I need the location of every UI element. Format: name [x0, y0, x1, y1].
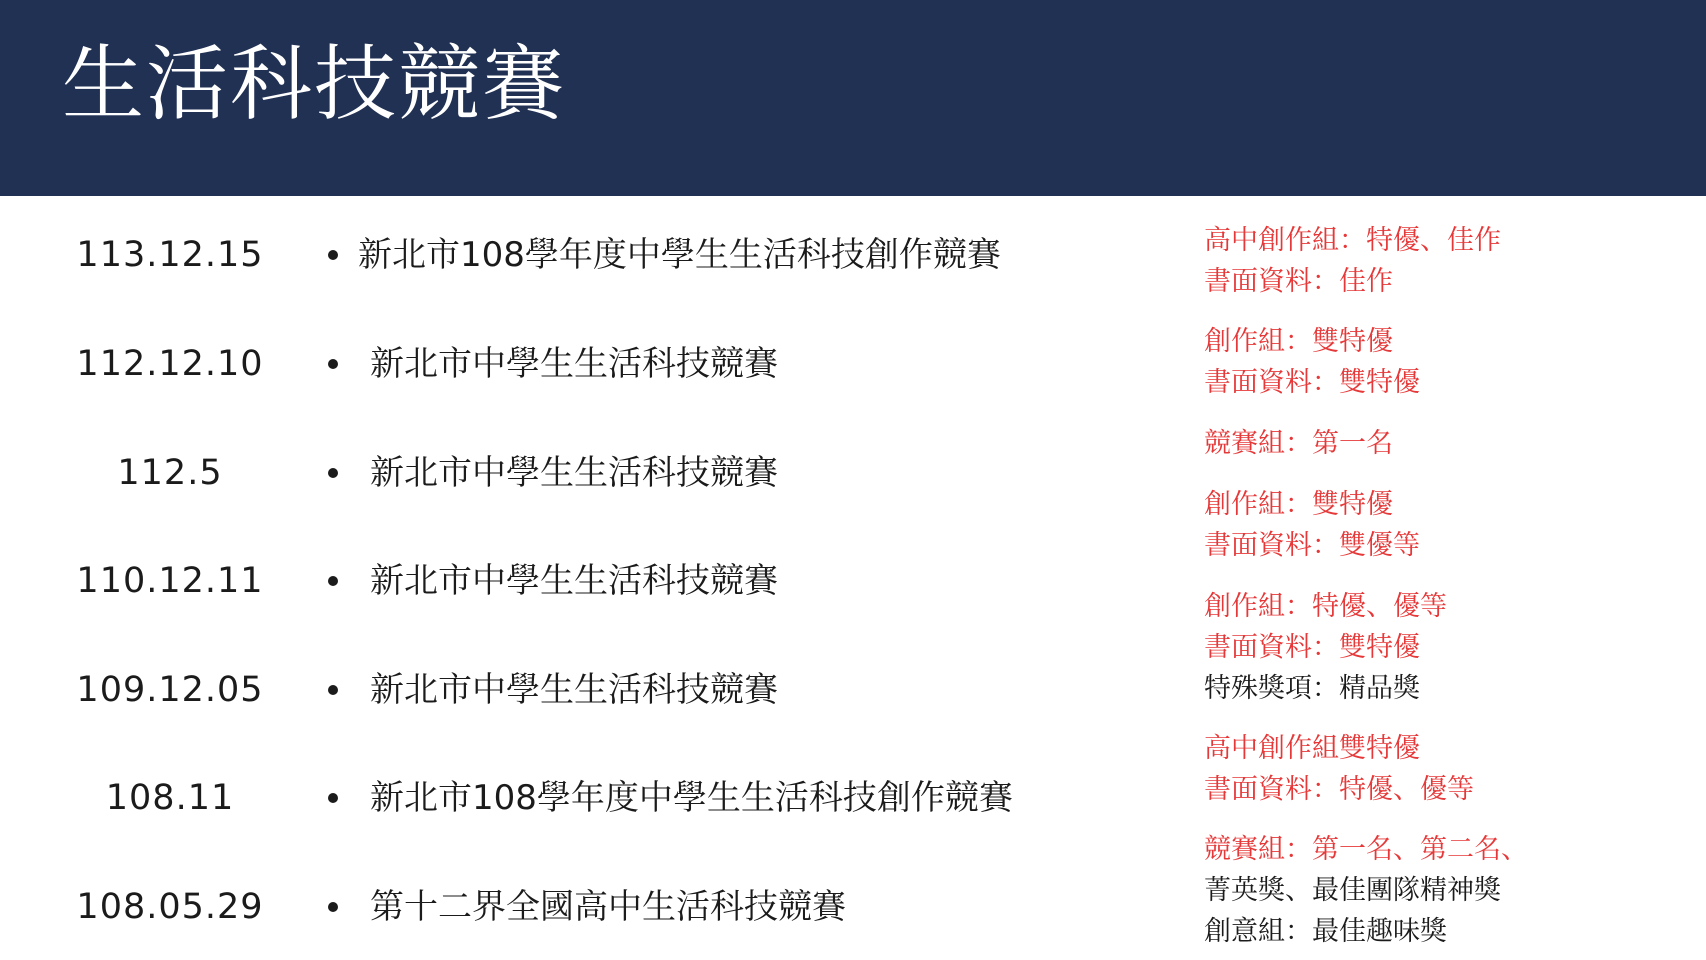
award-line: 菁英獎、最佳團隊精神獎: [1204, 875, 1501, 906]
award-line: 特殊獎項：精品獎: [1204, 673, 1420, 704]
award-line: 書面資料：佳作: [1204, 266, 1393, 297]
bullet-icon: [328, 359, 338, 369]
competition-date: 108.11: [105, 778, 235, 818]
award-line: 高中創作組雙特優: [1204, 733, 1420, 764]
award-block: [1204, 484, 1704, 566]
competition-date: 112.12.10: [76, 344, 264, 384]
competition-date: 110.12.11: [76, 561, 264, 601]
competition-name: 新北市中學生生活科技競賽: [370, 561, 778, 601]
page-title: 生活科技競賽: [62, 37, 567, 132]
award-block: [1204, 423, 1704, 464]
award-line: 書面資料：雙特優: [1204, 632, 1420, 663]
award-line: 書面資料：雙優等: [1204, 530, 1420, 561]
award-line: 創意組：最佳趣味獎: [1204, 916, 1447, 947]
competition-name: 新北市108學年度中學生生活科技創作競賽: [370, 778, 1013, 818]
competition-name: 新北市108學年度中學生生活科技創作競賽: [358, 235, 1001, 275]
award-block: [1204, 220, 1704, 302]
award-line: 書面資料：特優、優等: [1204, 774, 1474, 805]
competition-name: 第十二界全國高中生活科技競賽: [370, 887, 846, 927]
award-block: [1204, 728, 1704, 810]
award-line: 競賽組：第一名: [1204, 428, 1393, 459]
award-line: 創作組：特優、優等: [1204, 591, 1447, 622]
award-line: 書面資料：雙特優: [1204, 367, 1420, 398]
competition-name: 新北市中學生生活科技競賽: [370, 344, 778, 384]
competition-name: 新北市中學生生活科技競賽: [370, 453, 778, 493]
bullet-icon: [328, 685, 338, 695]
award-line: 高中創作組：特優、佳作: [1204, 225, 1501, 256]
bullet-icon: [328, 576, 338, 586]
bullet-icon: [328, 468, 338, 478]
award-line: 創作組：雙特優: [1204, 489, 1393, 520]
competition-date: 109.12.05: [76, 670, 264, 710]
award-line: 創作組：雙特優: [1204, 326, 1393, 357]
bullet-icon: [328, 902, 338, 912]
bullet-icon: [328, 793, 338, 803]
award-block: [1204, 829, 1704, 952]
competition-date: 113.12.15: [76, 235, 264, 275]
award-block: [1204, 586, 1704, 709]
header-banner: [0, 0, 1706, 196]
competition-name: 新北市中學生生活科技競賽: [370, 670, 778, 710]
award-line: 競賽組：第一名、第二名、: [1204, 834, 1528, 865]
award-block: [1204, 321, 1704, 403]
competition-date: 112.5: [117, 453, 223, 493]
competition-date: 108.05.29: [76, 887, 264, 927]
bullet-icon: [328, 250, 338, 260]
